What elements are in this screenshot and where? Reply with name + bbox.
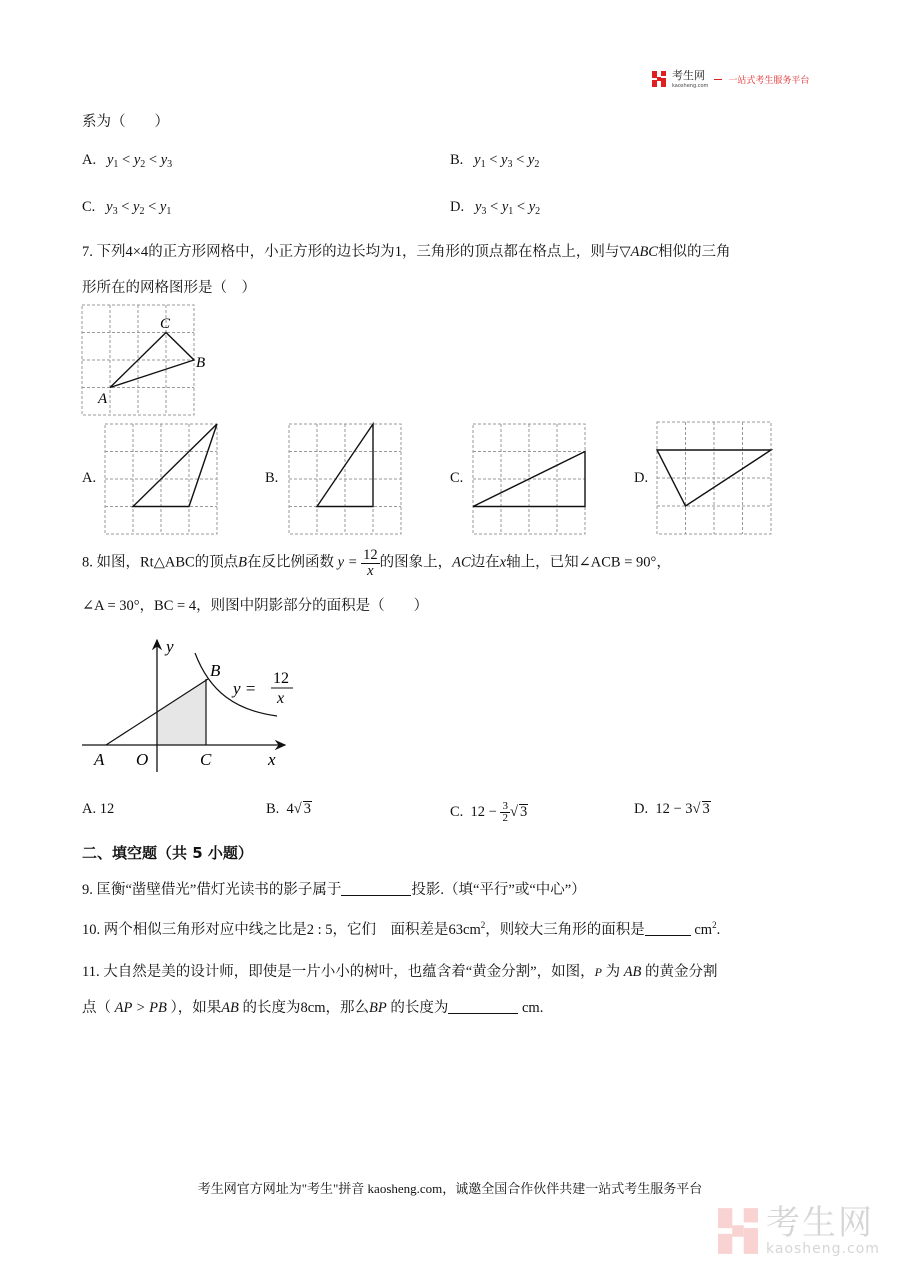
superscript: 2	[480, 920, 486, 930]
q8-text: 如图，	[96, 554, 140, 571]
header-logo	[652, 70, 809, 89]
q6-stem-text: 系为（ ）	[82, 114, 169, 130]
option-label: B.	[450, 152, 464, 168]
q10-unit: cm	[694, 922, 713, 938]
vertex-label-a: A	[98, 391, 108, 407]
option-label: A.	[82, 801, 97, 817]
q7-text: ，三角形的顶点都在格点上，则与	[401, 244, 620, 260]
sqrt-symbol: √	[692, 801, 701, 817]
q11-text: ，那么	[325, 1000, 370, 1016]
q11-text: ），如果	[170, 1000, 222, 1016]
q8-point-b: B	[238, 554, 248, 571]
q7-option-a-figure[interactable]	[103, 421, 219, 536]
q8-text: 的顶点	[194, 554, 239, 571]
q11-segment-ab: AB	[623, 964, 642, 980]
grid	[289, 424, 401, 534]
q11-condition: AP > PB	[114, 1000, 167, 1016]
point-a-label: A	[94, 750, 105, 769]
q8-text: ，	[656, 554, 671, 571]
q11-line2	[82, 996, 543, 1017]
q7-text: 下列	[96, 244, 126, 260]
q10-ratio: 2 : 5	[306, 922, 333, 938]
kaosheng-logo-icon	[652, 71, 666, 87]
q9	[82, 878, 586, 899]
option-label: D.	[634, 801, 649, 817]
radicand: 3	[519, 803, 528, 820]
watermark-name: 考生网	[766, 1203, 874, 1243]
q6-stem-end	[82, 110, 169, 131]
q7-triangle-symbol: ▽ABC	[619, 244, 658, 260]
question-number: 8.	[82, 554, 93, 571]
q8-function-lhs: y =	[337, 554, 358, 571]
q8-axis-x: x	[499, 554, 507, 571]
option-label: D.	[450, 199, 465, 215]
point-b-label: B	[210, 661, 221, 680]
q7-side-length: 1	[394, 244, 402, 260]
q8-option-b	[266, 801, 312, 818]
option-label: C.	[450, 803, 464, 820]
watermark-logo-icon	[718, 1208, 758, 1254]
q8-text: ，	[139, 598, 155, 614]
q8-option-a	[82, 801, 114, 818]
q11-text: 点（	[82, 1000, 111, 1016]
q10-area-difference: 63cm	[448, 922, 481, 938]
q10-answer-blank[interactable]	[645, 921, 691, 936]
q6-option-b: B. $y_1 < y_3 < y_2$	[450, 152, 540, 170]
logo-name: 考生网	[672, 69, 705, 82]
footer-text: 考生网官方网址为"考生"拼音 kaosheng.com，诚邀全国合作伙伴共建一站式考生服务平台	[197, 1181, 703, 1196]
q11-text: 为	[605, 964, 621, 980]
vertex-label-b: B	[196, 355, 206, 371]
q7-option-c-figure[interactable]	[471, 421, 587, 536]
q7-reference-figure	[80, 303, 210, 418]
q8-stem-line1	[82, 548, 671, 578]
q7-option-d-label: D.	[634, 470, 649, 486]
q10-text: 两个相似三角形对应中线之比是	[103, 922, 307, 938]
radicand: 3	[303, 801, 312, 817]
fraction-denominator: 2	[502, 812, 508, 824]
q10	[82, 918, 720, 939]
option-value-prefix: 12 −	[470, 803, 497, 820]
q8-text: 轴上，已知	[506, 554, 579, 571]
section-title: 二、填空题（共 5 小题）	[82, 844, 253, 862]
curve-label-numerator: 12	[273, 670, 289, 687]
q7-option-a-label: A.	[82, 470, 97, 486]
q11-length: 8cm	[300, 1000, 326, 1016]
q7-stem-line2	[82, 276, 256, 297]
q7-text: 相似的三角	[657, 244, 731, 260]
q7-option-c-label: C.	[450, 470, 464, 486]
q11-answer-blank[interactable]	[448, 999, 518, 1014]
option-label: A.	[82, 152, 97, 168]
fraction-numerator: 12	[363, 547, 378, 563]
q8-triangle: Rt△ABC	[140, 554, 195, 571]
q7-text: 的正方形网格中，小正方形的边长均为	[148, 244, 395, 260]
origin-label: O	[136, 750, 149, 769]
curve-label-lhs: y =	[233, 679, 257, 698]
fraction-denominator: x	[367, 562, 374, 579]
q11-text: 的长度为	[390, 1000, 449, 1016]
q8-function-fraction	[361, 548, 380, 578]
q10-text: .	[716, 922, 721, 938]
superscript: 2	[712, 920, 717, 930]
q7-option-d-figure[interactable]	[655, 419, 773, 536]
q8-text: 的图象上，	[379, 554, 453, 571]
curve-label-denominator: x	[277, 690, 285, 707]
q8-stem-line2	[82, 594, 428, 615]
q8-option-d	[634, 801, 711, 818]
option-fraction	[500, 801, 510, 824]
q8-angle-acb: ∠ACB = 90°	[578, 554, 657, 571]
q7-option-b-figure[interactable]	[287, 421, 403, 536]
q11-segment-ab: AB	[221, 1000, 239, 1016]
q8-segment-ac: AC	[452, 554, 471, 571]
option-label: B.	[266, 801, 280, 817]
grid	[657, 422, 771, 534]
q8-bc-length: BC = 4	[154, 598, 197, 614]
triangle	[133, 424, 217, 507]
x-axis-label: x	[268, 750, 276, 769]
option-coefficient: 4	[286, 801, 294, 817]
logo-domain: kaosheng.com	[672, 82, 709, 89]
question-number: 10.	[82, 922, 101, 938]
watermark	[718, 1205, 880, 1258]
q10-text: ，则较大三角形的面积是	[485, 922, 645, 938]
sqrt-symbol: √	[293, 801, 302, 817]
q6-option-c: C. $y_3 < y_2 < y_1$	[82, 199, 172, 217]
q9-text: 匡衡“凿壁借光”借灯光读书的影子属于	[96, 882, 342, 898]
q11-line1	[82, 960, 718, 981]
point-c-label: C	[200, 750, 212, 769]
option-value-prefix: 12 − 3	[655, 801, 693, 817]
q11-point-p: P	[594, 965, 602, 979]
watermark-domain: kaosheng.com	[766, 1241, 880, 1258]
q11-text: 的长度为	[242, 1000, 301, 1016]
sqrt-symbol: √	[509, 803, 518, 820]
q8-text: 在反比例函数	[247, 554, 335, 571]
q6-option-d: D. $y_3 < y_1 < y_2$	[450, 199, 541, 217]
q10-text: ，它们 面积差是	[332, 922, 449, 938]
q8-angle-a: ∠A = 30°	[82, 598, 140, 614]
logo-text	[672, 70, 708, 89]
q6-option-a: A. $y_1 < y_2 < y_3$	[82, 152, 173, 170]
radicand: 3	[702, 801, 710, 817]
option-value: 12	[99, 801, 115, 817]
slogan-dash	[714, 79, 722, 80]
q7-text: 形所在的网格图形是（ ）	[82, 280, 256, 296]
q8-option-c	[450, 801, 528, 824]
q7-stem-line1	[82, 240, 730, 261]
option-label: C.	[82, 199, 96, 215]
vertex-label-c: C	[160, 316, 171, 332]
q7-option-b-label: B.	[265, 470, 279, 486]
question-number: 9.	[82, 882, 93, 898]
q9-text: 投影.（填“平行”或“中心”）	[411, 882, 586, 898]
y-axis-label: y	[166, 637, 174, 656]
q11-unit: cm	[521, 1000, 540, 1016]
q8-text: 边在	[470, 554, 500, 571]
shaded-region	[157, 680, 206, 745]
question-number: 7.	[82, 244, 93, 260]
q11-text: .	[539, 1000, 544, 1016]
q11-text: 的黄金分割	[645, 964, 718, 980]
fraction-numerator: 3	[502, 800, 508, 812]
q7-grid-size: 4×4	[125, 244, 149, 260]
q11-text: 大自然是美的设计师，即使是一片小小的树叶，也蕴含着“黄金分割”，如图，	[103, 964, 595, 980]
q11-segment-bp: BP	[369, 1000, 387, 1016]
q8-figure	[80, 632, 320, 772]
question-number: 11.	[82, 964, 100, 980]
header-slogan: 一站式考生服务平台	[728, 75, 810, 86]
q8-text: ，则图中阴影部分的面积是（ ）	[196, 598, 429, 614]
q9-answer-blank[interactable]	[341, 881, 411, 896]
